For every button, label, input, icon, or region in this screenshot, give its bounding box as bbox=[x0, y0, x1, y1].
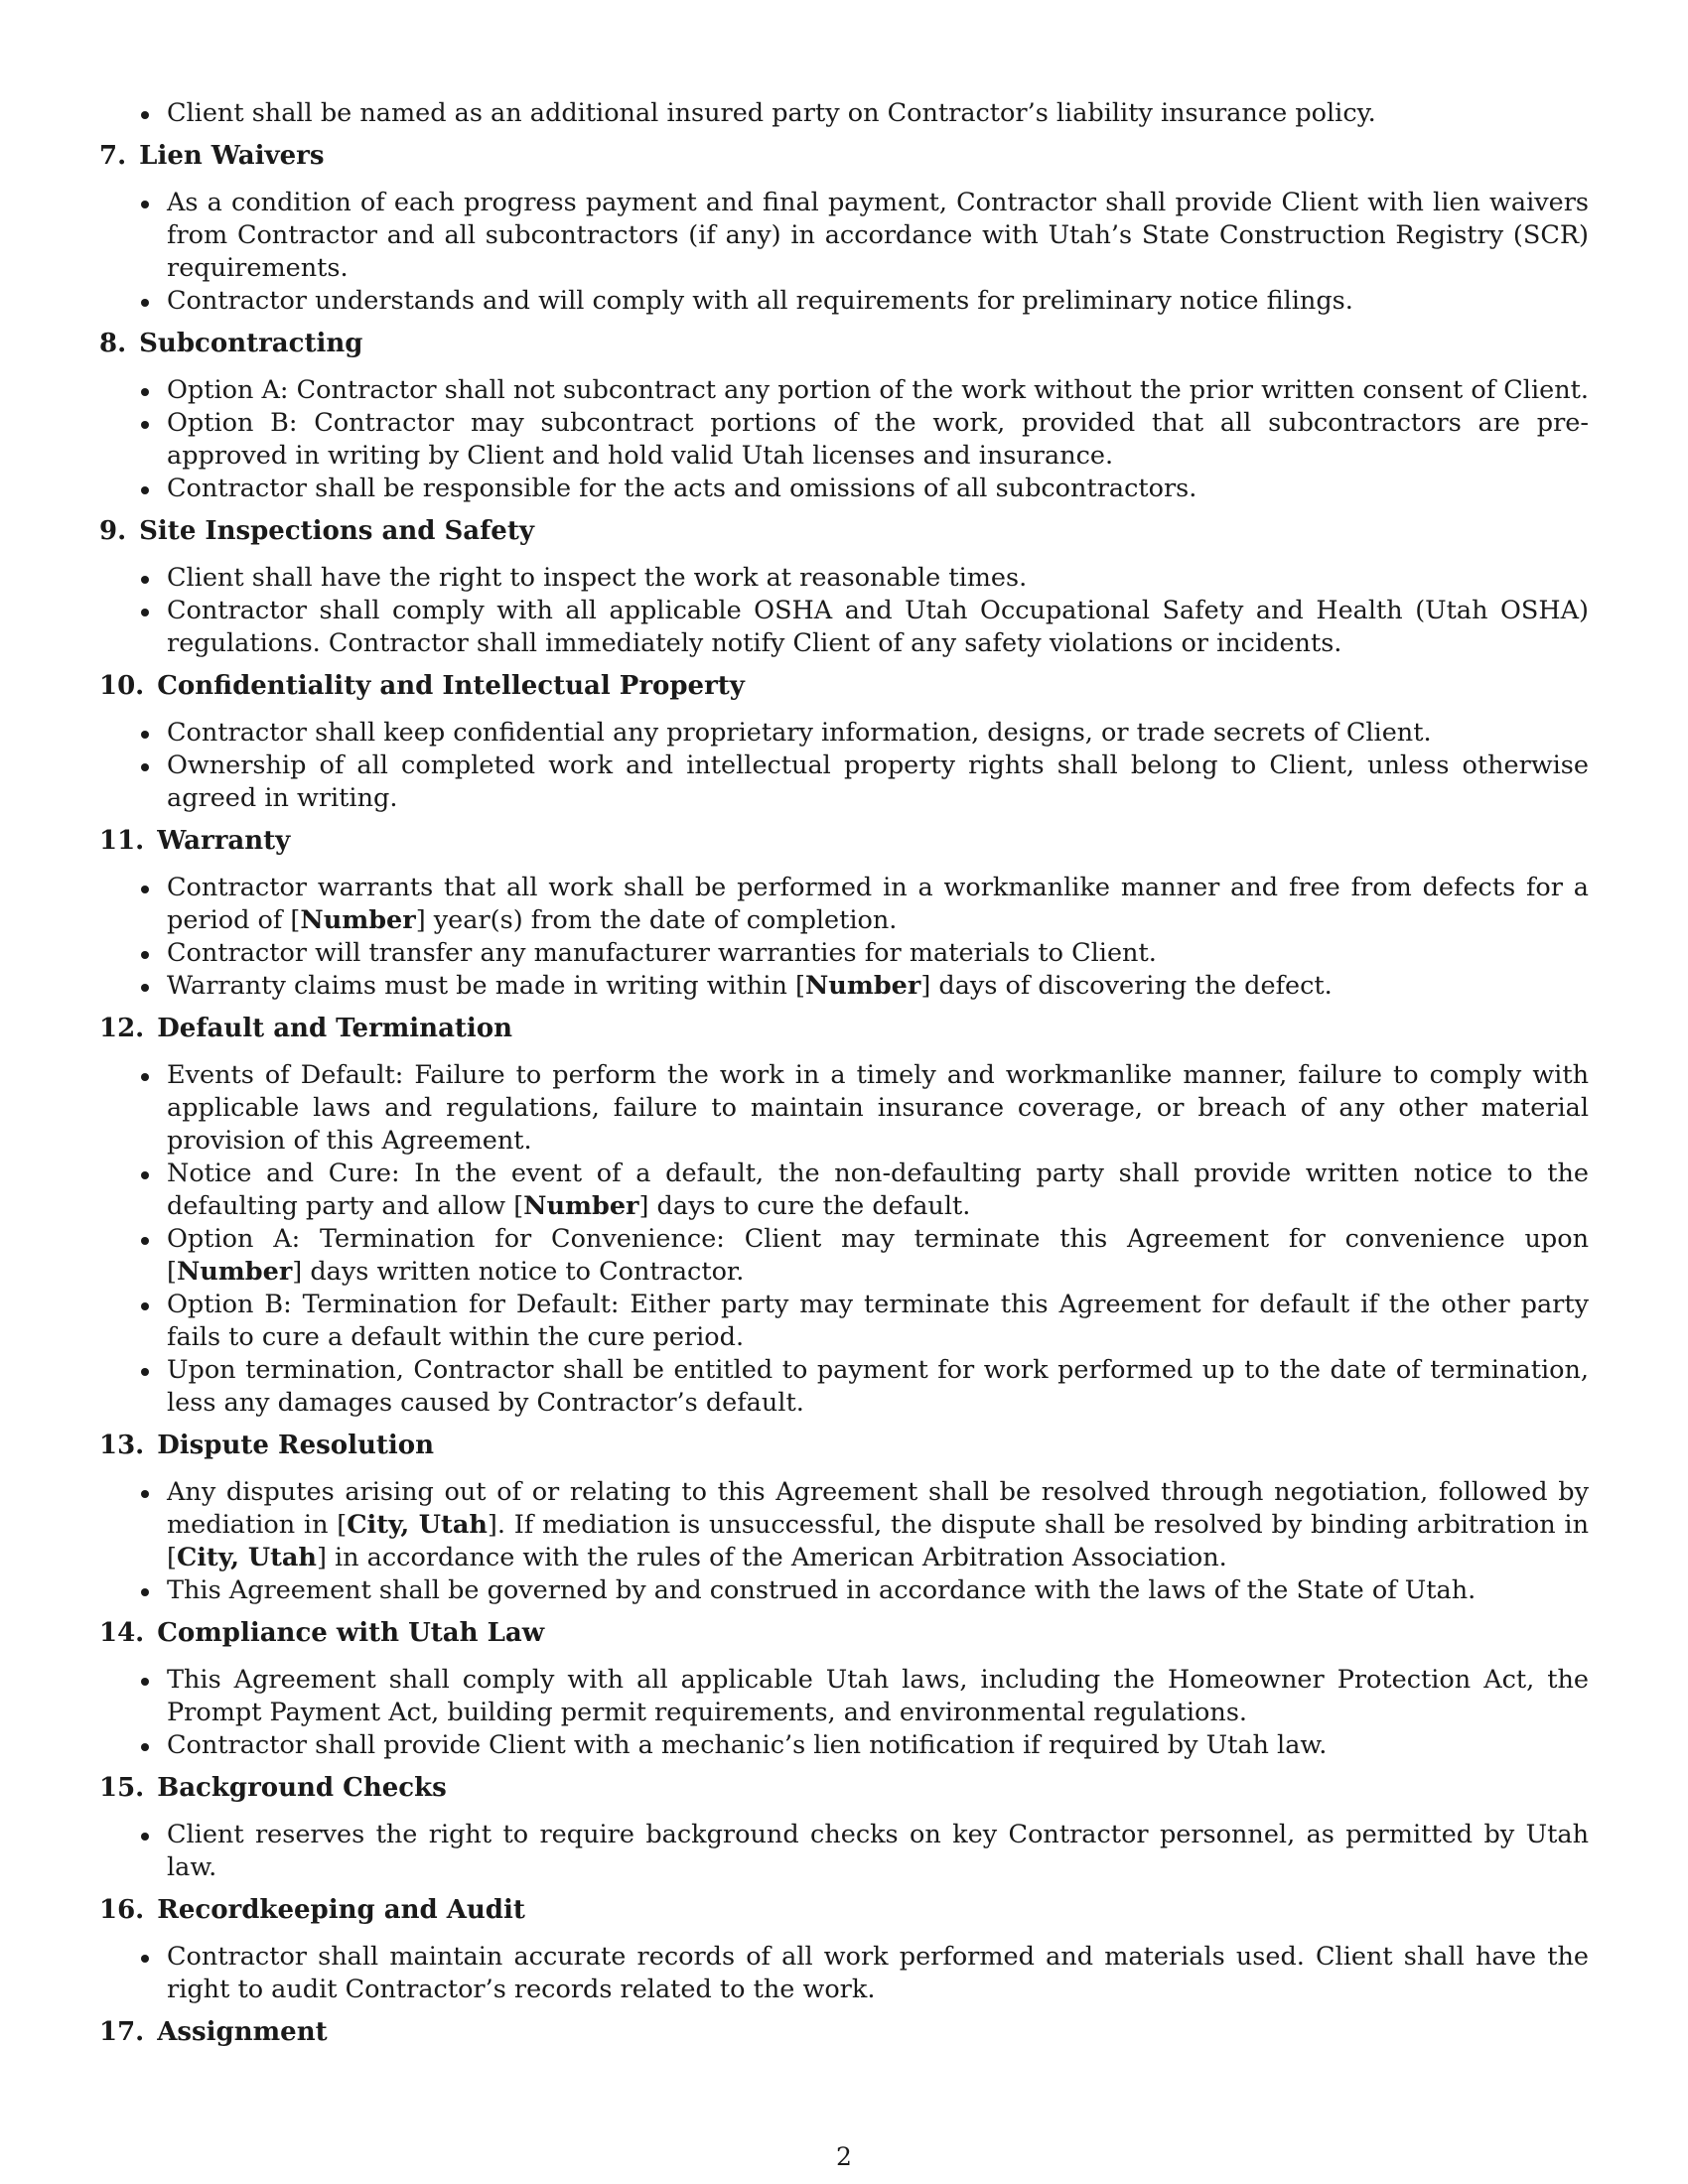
list-item: Contractor warrants that all work shall be performed in a workmanlike manner and free from defects for a period of [Number] year(s) from the date of completion. bbox=[99, 872, 1589, 937]
bullet-list bbox=[99, 1941, 1589, 2006]
list-item: Option A: Termination for Convenience: Client may terminate this Agreement for convenience upon [Number] days written notice to Contractor. bbox=[99, 1223, 1589, 1289]
list-item: Client shall be named as an additional insured party on Contractor’s liability insurance policy. bbox=[99, 97, 1589, 130]
list-item: Warranty claims must be made in writing within [Number] days of discovering the defect. bbox=[99, 970, 1589, 1003]
list-item: Contractor shall be responsible for the acts and omissions of all subcontractors. bbox=[99, 473, 1589, 505]
list-item: Upon termination, Contractor shall be entitled to payment for work performed up to the date of termination, less any damages caused by Contractor’s default. bbox=[99, 1354, 1589, 1420]
section-heading bbox=[99, 825, 1589, 858]
list-item: Contractor shall provide Client with a mechanic’s lien notification if required by Utah law. bbox=[99, 1729, 1589, 1762]
list-item: As a condition of each progress payment and final payment, Contractor shall provide Client with lien waivers from Contractor and all subcontractors (if any) in accordance with Utah’s State Construction Registry (SCR) requirements. bbox=[99, 187, 1589, 285]
section-title: Compliance with Utah Law bbox=[157, 1618, 545, 1648]
section-heading bbox=[99, 328, 1589, 360]
section-9 bbox=[99, 515, 1589, 660]
section-heading bbox=[99, 140, 1589, 173]
placeholder-field: Number bbox=[300, 905, 416, 935]
list-item: This Agreement shall comply with all applicable Utah laws, including the Homeowner Protection Act, the Prompt Payment Act, building permit requirements, and environmental regulations. bbox=[99, 1664, 1589, 1729]
section-15 bbox=[99, 1772, 1589, 1884]
section-title: Site Inspections and Safety bbox=[139, 516, 534, 546]
section-16 bbox=[99, 1894, 1589, 2006]
bullet-list bbox=[99, 872, 1589, 1003]
section-number: 10. bbox=[99, 671, 145, 701]
section-number: 9. bbox=[99, 516, 127, 546]
intro-bullet-list bbox=[99, 97, 1589, 130]
list-item: Any disputes arising out of or relating to this Agreement shall be resolved through negotiation, followed by mediation in [City, Utah]. If mediation is unsuccessful, the dispute shall be resolved by binding arbitration in [City, Utah] in accordance with the rules of the American Arbitration Association. bbox=[99, 1476, 1589, 1574]
list-item: Contractor will transfer any manufacturer warranties for materials to Client. bbox=[99, 937, 1589, 970]
bullet-list bbox=[99, 1059, 1589, 1420]
section-title: Recordkeeping and Audit bbox=[157, 1895, 525, 1925]
bullet-list bbox=[99, 1819, 1589, 1884]
section-heading bbox=[99, 1013, 1589, 1045]
section-heading bbox=[99, 1617, 1589, 1650]
section-title: Background Checks bbox=[157, 1773, 447, 1803]
page-number: 2 bbox=[836, 2142, 852, 2171]
list-item: Contractor shall maintain accurate records of all work performed and materials used. Client shall have the right to audit Contractor’s records related to the work. bbox=[99, 1941, 1589, 2006]
section-heading bbox=[99, 515, 1589, 548]
section-title: Default and Termination bbox=[157, 1014, 513, 1043]
section-heading bbox=[99, 670, 1589, 703]
section-heading bbox=[99, 1894, 1589, 1927]
section-10 bbox=[99, 670, 1589, 815]
section-number: 8. bbox=[99, 329, 127, 358]
section-number: 16. bbox=[99, 1895, 145, 1925]
section-title: Subcontracting bbox=[139, 329, 363, 358]
section-13 bbox=[99, 1430, 1589, 1607]
placeholder-field: Number bbox=[523, 1191, 639, 1221]
list-item: Contractor shall keep confidential any proprietary information, designs, or trade secrets of Client. bbox=[99, 717, 1589, 750]
section-number: 7. bbox=[99, 141, 127, 171]
section-title: Warranty bbox=[157, 826, 291, 856]
section-11 bbox=[99, 825, 1589, 1003]
section-title: Assignment bbox=[157, 2017, 328, 2047]
list-item: Contractor understands and will comply with all requirements for preliminary notice filings. bbox=[99, 285, 1589, 318]
section-number: 17. bbox=[99, 2017, 145, 2047]
section-14 bbox=[99, 1617, 1589, 1762]
list-item: Option B: Termination for Default: Either party may terminate this Agreement for default if the other party fails to cure a default within the cure period. bbox=[99, 1289, 1589, 1354]
section-number: 12. bbox=[99, 1014, 145, 1043]
section-heading bbox=[99, 1430, 1589, 1462]
section-number: 14. bbox=[99, 1618, 145, 1648]
section-title: Confidentiality and Intellectual Property bbox=[157, 671, 745, 701]
bullet-list bbox=[99, 1476, 1589, 1607]
list-item: Notice and Cure: In the event of a default, the non-defaulting party shall provide written notice to the defaulting party and allow [Number] days to cure the default. bbox=[99, 1158, 1589, 1223]
bullet-list bbox=[99, 562, 1589, 660]
list-item: Client reserves the right to require background checks on key Contractor personnel, as permitted by Utah law. bbox=[99, 1819, 1589, 1884]
section-heading bbox=[99, 2016, 1589, 2049]
list-item: Events of Default: Failure to perform the work in a timely and workmanlike manner, failure to comply with applicable laws and regulations, failure to maintain insurance coverage, or breach of any other material provision of this Agreement. bbox=[99, 1059, 1589, 1158]
list-item: Contractor shall comply with all applicable OSHA and Utah Occupational Safety and Health (Utah OSHA) regulations. Contractor shall immediately notify Client of any safety violations or incidents. bbox=[99, 595, 1589, 660]
section-12 bbox=[99, 1013, 1589, 1420]
list-item: Ownership of all completed work and intellectual property rights shall belong to Client, unless otherwise agreed in writing. bbox=[99, 750, 1589, 815]
bullet-list bbox=[99, 187, 1589, 318]
placeholder-field: City, Utah bbox=[176, 1543, 317, 1572]
list-item: Option A: Contractor shall not subcontract any portion of the work without the prior written consent of Client. bbox=[99, 374, 1589, 407]
list-item: Option B: Contractor may subcontract portions of the work, provided that all subcontractors are pre-approved in writing by Client and hold valid Utah licenses and insurance. bbox=[99, 407, 1589, 473]
section-8 bbox=[99, 328, 1589, 505]
section-7 bbox=[99, 140, 1589, 318]
list-item: Client shall have the right to inspect the work at reasonable times. bbox=[99, 562, 1589, 595]
document-page bbox=[99, 97, 1589, 2063]
section-number: 15. bbox=[99, 1773, 145, 1803]
section-list bbox=[99, 140, 1589, 2049]
placeholder-field: Number bbox=[176, 1257, 293, 1287]
section-heading bbox=[99, 1772, 1589, 1805]
bullet-list bbox=[99, 374, 1589, 505]
bullet-list bbox=[99, 1664, 1589, 1762]
placeholder-field: Number bbox=[805, 971, 921, 1001]
list-item: This Agreement shall be governed by and construed in accordance with the laws of the State of Utah. bbox=[99, 1574, 1589, 1607]
placeholder-field: City, Utah bbox=[347, 1510, 488, 1540]
section-number: 11. bbox=[99, 826, 145, 856]
section-title: Lien Waivers bbox=[139, 141, 325, 171]
bullet-list bbox=[99, 717, 1589, 815]
section-title: Dispute Resolution bbox=[157, 1431, 435, 1460]
section-17 bbox=[99, 2016, 1589, 2049]
section-number: 13. bbox=[99, 1431, 145, 1460]
